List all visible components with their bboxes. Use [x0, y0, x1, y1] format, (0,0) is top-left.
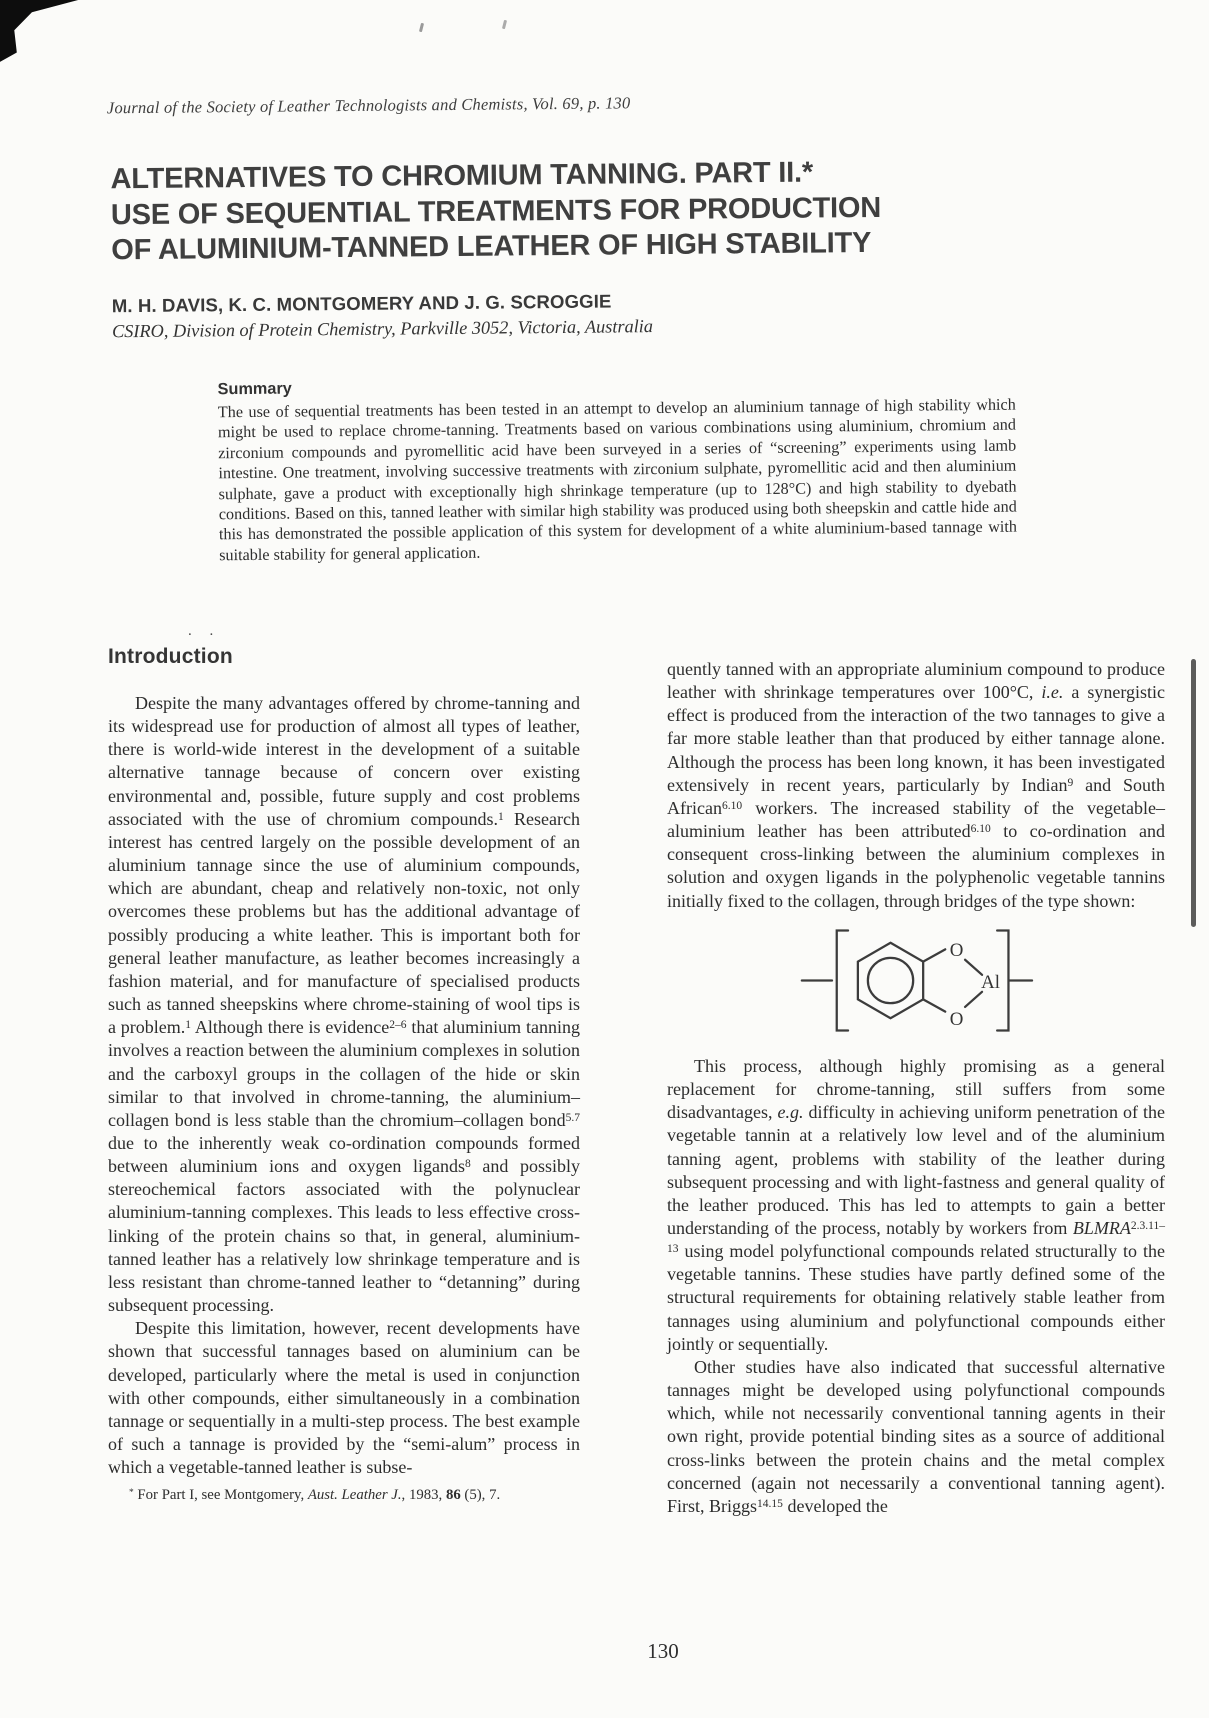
footnote: * For Part I, see Montgomery, Aust. Leather J., 1983, 86 (5), 7. [129, 1487, 501, 1504]
left-bracket [837, 930, 848, 1030]
summary-heading: Summary [217, 379, 292, 399]
aluminium-label: Al [981, 971, 1000, 993]
ring-oxygen-bottom-bond [923, 999, 945, 1011]
page-title [110, 155, 881, 269]
authors-line: M. H. DAVIS, K. C. MONTGOMERY AND J. G. SCROGGIE [111, 290, 612, 317]
intro-paragraph-1: Despite the many advantages offered by chrome-tanning and its widespread use for production of almost all types of leather, there is world-wide interest in the development of a suitable alternative tannage because of concern over existing environmental and, possible, future supply and cost problems associated with the use of chromium compounds.$^1$ Research interest has centred largely on the possible development of an aluminium tannage since the use of aluminium compounds, which are abundant, cheap and relatively non-toxic, not only overcomes these problems but has the additional advantage of possibly producing a white leather. This is important both for general leather manufacture, as leather becomes increasingly a fashion material, and for manufacture of specialised products such as tanned sheepskins where chrome-staining of wool tips is a problem.$^1$ Although there is evidence$^{2-6}$ that aluminium tanning involves a reaction between the aluminium complexes in solution and the carboxyl groups in the collagen of the hide or skin similar to that involved in chrome-tanning, the aluminium–collagen bond is less stable than the chromium–collagen bond$^{5.7}$ due to the inherently weak co-ordination compounds formed between aluminium ions and oxygen ligands$^8$ and possibly stereochemical factors associated with the polynuclear aluminium-tanning complexes. This leads to less effective cross-linking of the protein chains so that, in general, aluminium-tanned leather has a relatively low shrinkage temperature and is less resistant than chrome-tanned leather to “detanning” during subsequent processing. [108, 693, 580, 1316]
page-title-line-2: USE OF SEQUENTIAL TREATMENTS FOR PRODUCTION [110, 191, 882, 231]
article-head-section [0, 0, 1209, 621]
ring-oxygen-top-bond [923, 949, 945, 961]
page-title-line-1: ALTERNATIVES TO CHROMIUM TANNING. PART II.* [110, 156, 814, 196]
ink-dots-artifact: . . [188, 623, 221, 639]
intro-paragraph-2-continuation: quently tanned with an appropriate aluminium compound to produce leather with shrinkage temperatures over 100°C, i.e. a synergistic effect is produced from the interaction of the two tannages to give a far more stable leather than that produced by either tannage alone. Although the process has been long known, it has been investigated extensively in recent years, particularly by Indian$^9$ and South African$^{6.10}$ workers. The increased stability of the vegetable–aluminium leather has been attributed$^{6.10}$ to co-ordination and consequent cross-linking between the aluminium complexes in solution and oxygen ligands in the polyphenolic vegetable tannins initially fixed to the collagen, through bridges of the type shown: [667, 659, 1165, 911]
introduction-heading: Introduction [108, 645, 233, 668]
chemical-structure-figure [667, 922, 1165, 1045]
summary-section [218, 373, 1018, 566]
intro-paragraph-2: Despite this limitation, however, recent developments have shown that successful tannages based on aluminium can be developed, particularly where the metal is used in conjunction with other compounds, either simultaneously in a combination tannage or sequentially in a multi-step process. The best example of such a tannage is provided by the “semi-alum” process in which a vegetable-tanned leather is subse- [108, 1318, 580, 1478]
oxygen-top-aluminium-bond [965, 959, 982, 974]
affiliation-line: CSIRO, Division of Protein Chemistry, Parkville 3052, Victoria, Australia [111, 316, 654, 342]
journal-citation-line: Journal of the Society of Leather Technologists and Chemists, Vol. 69, p. 130 [106, 93, 631, 118]
right-column [667, 658, 1165, 1518]
oxygen-top-label: O [949, 939, 964, 961]
summary-body: The use of sequential treatments has been tested in an attempt to develop an aluminium tannage of high stability which might be used to replace chrome-tanning. Treatments based on various combinations using aluminium, chromium and zirconium compounds and pyromellitic acid have been surveyed in a series of “screening” experiments using lamb intestine. One treatment, involving successive treatments with zirconium sulphate, pyromellitic acid and then aluminium sulphate, gave a product with exceptionally high shrinkage temperature (up to 128°C) and high stability to dyebath conditions. Based on this, tanned leather with similar high stability was produced using both sheepskin and cattle hide and this has demonstrated the possible application of this system for development of a white aluminium-based tannage with suitable stability for general application. [217, 395, 1018, 565]
oxygen-bottom-label: O [949, 1008, 964, 1030]
page-number: 130 [647, 1639, 679, 1663]
left-column [108, 620, 580, 1505]
right-edge-scan-artifact [1191, 659, 1196, 927]
page-title-line-3: OF ALUMINIUM-TANNED LEATHER OF HIGH STABILITY [111, 227, 872, 267]
intro-paragraph-3: This process, although highly promising as a general replacement for chrome-tanning, still suffers from some disadvantages, e.g. difficulty in achieving uniform penetration of the vegetable tannin at a relatively low level and of the aluminium tanning agent, problems with stability of the leather during subsequent processing and with light-fastness and general quality of the leather produced. This has led to attempts to gain a better understanding of the process, notably by workers from $BLMRA^{2.3.11-13}$ using model polyfunctional compounds related structurally to the vegetable tannins. These studies have partly defined some of the structural requirements for obtaining relatively stable leather from tannages using aluminium and polyfunctional compounds either jointly or sequentially. [667, 1055, 1165, 1354]
intro-paragraph-4: Other studies have also indicated that successful alternative tannages might be developed using polyfunctional compounds which, while not necessarily conventional tanning agents in their own right, provide potential binding sites as a source of additional cross-links between the protein chains and the metal complex concerned (again not necessarily a conventional tanning agent). First, Briggs$^{14.15}$ developed the [667, 1356, 1165, 1516]
benzene-ring-inner-circle [868, 958, 913, 1003]
catechol-aluminium-structure [798, 922, 1034, 1039]
oxygen-bottom-aluminium-bond [965, 992, 982, 1007]
